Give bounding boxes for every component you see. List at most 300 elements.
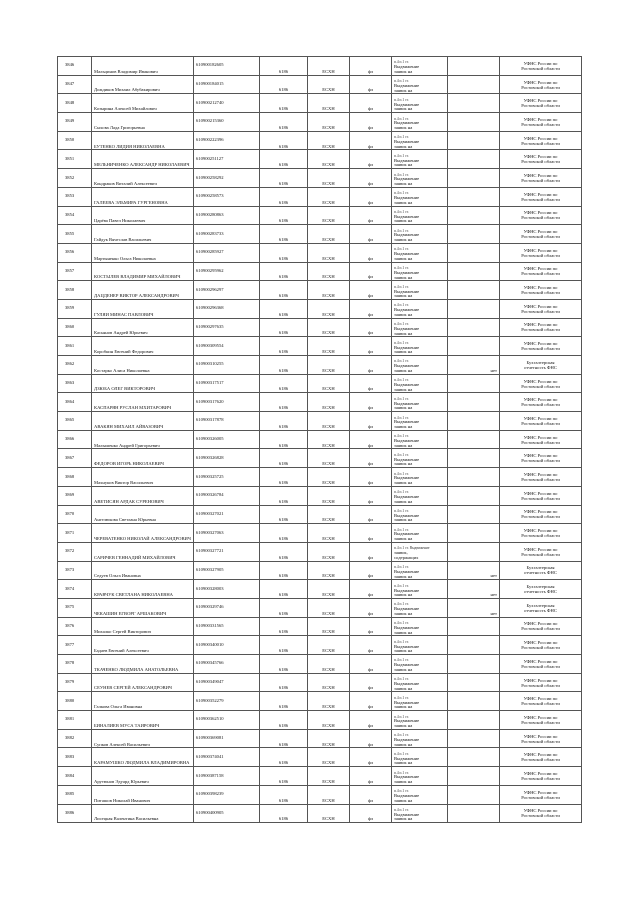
tax-regime-cell: ЕСХН: [308, 206, 350, 225]
source-organization-cell: Бухгалтерская отчетность ФНС: [500, 561, 582, 580]
tax-regime-cell: ЕСХН: [308, 187, 350, 206]
inn-cell: 610900297635: [194, 318, 260, 337]
source-organization-cell: УФНС России по Ростовской области: [500, 412, 582, 431]
code-cell: 6186: [260, 580, 308, 599]
row-number: 3859: [58, 299, 92, 318]
person-type-cell: фл: [350, 169, 392, 188]
code-cell: 6186: [260, 524, 308, 543]
inn-cell: 610900251127: [194, 150, 260, 169]
code-cell: 6186: [260, 598, 308, 617]
table-row: [58, 206, 582, 225]
table-row: [58, 580, 582, 599]
code-cell: 6186: [260, 356, 308, 375]
basis-cell: п.4 п.1 ст. Выдвижение заявок на: [392, 318, 448, 337]
taxpayer-name: МЕЛЬНИЧЕНКО АЛЕКСАНДР НИКОЛАЕВИЧ: [92, 150, 194, 169]
code-cell: 6186: [260, 206, 308, 225]
source-organization-cell: УФНС России по Ростовской области: [500, 785, 582, 804]
row-number: 3874: [58, 580, 92, 599]
person-type-cell: фл: [350, 617, 392, 636]
inn-cell: 610900345766: [194, 655, 260, 674]
taxpayer-name: Кондраков Виталий Алексеевич: [92, 169, 194, 188]
row-number: 3850: [58, 131, 92, 150]
person-type-cell: фл: [350, 804, 392, 823]
basis-cell: п.4 п.1 ст. Выдвижение заявок, содержащих: [392, 542, 448, 561]
row-number: 3886: [58, 804, 92, 823]
code-cell: 6186: [260, 374, 308, 393]
table-row: [58, 729, 582, 748]
flag-cell: нет: [448, 356, 500, 375]
inn-cell: 610900369081: [194, 729, 260, 748]
code-cell: 6186: [260, 804, 308, 823]
flag-cell: [448, 636, 500, 655]
basis-cell: п.4 п.1 ст. Выдвижение заявок на: [392, 57, 448, 76]
source-organization-cell: УФНС России по Ростовской области: [500, 75, 582, 94]
row-number: 3863: [58, 374, 92, 393]
row-number: 3856: [58, 243, 92, 262]
row-number: 3883: [58, 748, 92, 767]
code-cell: 6186: [260, 225, 308, 244]
flag-cell: нет: [448, 598, 500, 617]
taxpayer-name: Мартыненко Ольга Николаевна: [92, 243, 194, 262]
table-row: [58, 449, 582, 468]
person-type-cell: фл: [350, 468, 392, 487]
basis-cell: п.4 п.1 ст. Выдвижение заявок на: [392, 598, 448, 617]
tax-regime-cell: ЕСХН: [308, 655, 350, 674]
taxpayer-name: АВЕТИСЯН АРДАК СУРЕНОВИЧ: [92, 486, 194, 505]
flag-cell: [448, 785, 500, 804]
source-organization-cell: УФНС России по Ростовской области: [500, 374, 582, 393]
person-type-cell: фл: [350, 150, 392, 169]
row-number: 3857: [58, 262, 92, 281]
row-number: 3864: [58, 393, 92, 412]
inn-cell: 610900327021: [194, 505, 260, 524]
person-type-cell: фл: [350, 449, 392, 468]
person-type-cell: фл: [350, 486, 392, 505]
source-organization-cell: Бухгалтерская отчетность ФНС: [500, 598, 582, 617]
person-type-cell: фл: [350, 337, 392, 356]
table-row: [58, 636, 582, 655]
person-type-cell: фл: [350, 711, 392, 730]
basis-cell: п.4 п.1 ст. Выдвижение заявок на: [392, 187, 448, 206]
table-row: [58, 187, 582, 206]
row-number: 3884: [58, 767, 92, 786]
code-cell: 6186: [260, 131, 308, 150]
flag-cell: [448, 412, 500, 431]
table-row: [58, 617, 582, 636]
taxpayer-name: Царёва Павел Николаевич: [92, 206, 194, 225]
taxpayer-name: Гайдук Вячеслав Васильевич: [92, 225, 194, 244]
row-number: 3851: [58, 150, 92, 169]
person-type-cell: фл: [350, 243, 392, 262]
person-type-cell: фл: [350, 636, 392, 655]
source-organization-cell: УФНС России по Ростовской области: [500, 337, 582, 356]
code-cell: 6186: [260, 785, 308, 804]
tax-regime-cell: ЕСХН: [308, 486, 350, 505]
source-organization-cell: УФНС России по Ростовской области: [500, 430, 582, 449]
row-number: 3854: [58, 206, 92, 225]
inn-cell: 610900317878: [194, 412, 260, 431]
row-number: 3873: [58, 561, 92, 580]
row-number: 3847: [58, 75, 92, 94]
code-cell: 6186: [260, 393, 308, 412]
taxpayer-name: АВАКЯН МИХАИЛ АЙВАЗОВИЧ: [92, 412, 194, 431]
flag-cell: [448, 468, 500, 487]
table-row: [58, 804, 582, 823]
basis-cell: п.4 п.1 ст. Выдвижение заявок на: [392, 748, 448, 767]
source-organization-cell: УФНС России по Ростовской области: [500, 206, 582, 225]
tax-regime-cell: ЕСХН: [308, 225, 350, 244]
source-organization-cell: Бухгалтерская отчетность ФНС: [500, 356, 582, 375]
table-row: [58, 561, 582, 580]
code-cell: 6186: [260, 449, 308, 468]
table-row: [58, 655, 582, 674]
code-cell: 6186: [260, 318, 308, 337]
tax-regime-cell: ЕСХН: [308, 262, 350, 281]
source-organization-cell: УФНС России по Ростовской области: [500, 94, 582, 113]
row-number: 3866: [58, 430, 92, 449]
table-row: [58, 243, 582, 262]
basis-cell: п.4 п.1 ст. Выдвижение заявок на: [392, 243, 448, 262]
inn-cell: 610900331565: [194, 617, 260, 636]
inn-cell: 610900374041: [194, 748, 260, 767]
inn-cell: 610900400905: [194, 804, 260, 823]
inn-cell: 610900325725: [194, 468, 260, 487]
code-cell: 6186: [260, 617, 308, 636]
table-row: [58, 94, 582, 113]
code-cell: 6186: [260, 281, 308, 300]
person-type-cell: фл: [350, 748, 392, 767]
table-row: [58, 486, 582, 505]
row-number: 3882: [58, 729, 92, 748]
tax-regime-cell: ЕСХН: [308, 542, 350, 561]
inn-cell: 610900280863: [194, 206, 260, 225]
basis-cell: п.4 п.1 ст. Выдвижение заявок на: [392, 262, 448, 281]
tax-regime-cell: ЕСХН: [308, 580, 350, 599]
basis-cell: п.4 п.1 ст. Выдвижение заявок на: [392, 449, 448, 468]
code-cell: 6186: [260, 468, 308, 487]
person-type-cell: фл: [350, 187, 392, 206]
row-number: 3875: [58, 598, 92, 617]
inn-cell: 610900184015: [194, 75, 260, 94]
source-organization-cell: УФНС России по Ростовской области: [500, 281, 582, 300]
taxpayer-name: Питашов Николай Иванович: [92, 785, 194, 804]
basis-cell: п.4 п.1 ст. Выдвижение заявок на: [392, 617, 448, 636]
flag-cell: [448, 299, 500, 318]
code-cell: 6186: [260, 561, 308, 580]
row-number: 3860: [58, 318, 92, 337]
person-type-cell: фл: [350, 561, 392, 580]
basis-cell: п.4 п.1 ст. Выдвижение заявок на: [392, 393, 448, 412]
source-organization-cell: УФНС России по Ростовской области: [500, 524, 582, 543]
table-row: [58, 318, 582, 337]
basis-cell: п.4 п.1 ст. Выдвижение заявок на: [392, 711, 448, 730]
table-row: [58, 542, 582, 561]
row-number: 3872: [58, 542, 92, 561]
basis-cell: п.4 п.1 ст. Выдвижение заявок на: [392, 356, 448, 375]
taxpayer-name: Ангелюкова Светлана Юрьевна: [92, 505, 194, 524]
code-cell: 6186: [260, 430, 308, 449]
source-organization-cell: УФНС России по Ростовской области: [500, 542, 582, 561]
table-row: [58, 131, 582, 150]
tax-regime-cell: ЕСХН: [308, 505, 350, 524]
table-row: [58, 598, 582, 617]
basis-cell: п.4 п.1 ст. Выдвижение заявок на: [392, 299, 448, 318]
tax-regime-cell: ЕСХН: [308, 636, 350, 655]
person-type-cell: фл: [350, 131, 392, 150]
row-number: 3879: [58, 673, 92, 692]
tax-regime-cell: ЕСХН: [308, 356, 350, 375]
flag-cell: [448, 75, 500, 94]
tax-regime-cell: ЕСХН: [308, 318, 350, 337]
person-type-cell: фл: [350, 767, 392, 786]
taxpayer-name: Галкова Ольга Ивановна: [92, 692, 194, 711]
flag-cell: [448, 449, 500, 468]
source-organization-cell: УФНС России по Ростовской области: [500, 767, 582, 786]
flag-cell: [448, 225, 500, 244]
source-organization-cell: УФНС России по Ростовской области: [500, 225, 582, 244]
basis-cell: п.4 п.1 ст. Выдвижение заявок на: [392, 767, 448, 786]
table-row: [58, 412, 582, 431]
basis-cell: п.4 п.1 ст. Выдвижение заявок на: [392, 374, 448, 393]
row-number: 3861: [58, 337, 92, 356]
code-cell: 6186: [260, 673, 308, 692]
code-cell: 6186: [260, 542, 308, 561]
source-organization-cell: УФНС России по Ростовской области: [500, 393, 582, 412]
code-cell: 6186: [260, 169, 308, 188]
source-organization-cell: УФНС России по Ростовской области: [500, 486, 582, 505]
table-row: [58, 374, 582, 393]
taxpayer-name: КОСТЫЛЕВ ВЛАДИМИР МИХАЙЛОВИЧ: [92, 262, 194, 281]
inn-cell: 610900212740: [194, 94, 260, 113]
inn-cell: 610900340010: [194, 636, 260, 655]
person-type-cell: фл: [350, 262, 392, 281]
code-cell: 6186: [260, 75, 308, 94]
source-organization-cell: УФНС России по Ростовской области: [500, 505, 582, 524]
row-number: 3876: [58, 617, 92, 636]
basis-cell: п.4 п.1 ст. Выдвижение заявок на: [392, 75, 448, 94]
basis-cell: п.4 п.1 ст. Выдвижение заявок на: [392, 655, 448, 674]
table-row: [58, 150, 582, 169]
tax-regime-cell: ЕСХН: [308, 299, 350, 318]
taxpayer-name: Мальцинов Владимир Иванович: [92, 57, 194, 76]
person-type-cell: фл: [350, 57, 392, 76]
inn-cell: 610900387158: [194, 767, 260, 786]
basis-cell: п.4 п.1 ст. Выдвижение заявок на: [392, 785, 448, 804]
taxpayer-name: Костарко Алиса Николаевна: [92, 356, 194, 375]
basis-cell: п.4 п.1 ст. Выдвижение заявок на: [392, 486, 448, 505]
source-organization-cell: УФНС России по Ростовской области: [500, 655, 582, 674]
source-organization-cell: Бухгалтерская отчетность ФНС: [500, 580, 582, 599]
row-number: 3849: [58, 113, 92, 132]
taxpayer-name: Касьянов Андрей Юрьевич: [92, 318, 194, 337]
flag-cell: [448, 524, 500, 543]
basis-cell: п.4 п.1 ст. Выдвижение заявок на: [392, 206, 448, 225]
table-row: [58, 524, 582, 543]
table-row: [58, 692, 582, 711]
basis-cell: п.4 п.1 ст. Выдвижение заявок на: [392, 225, 448, 244]
source-organization-cell: УФНС России по Ростовской области: [500, 449, 582, 468]
person-type-cell: фл: [350, 225, 392, 244]
tax-regime-cell: ЕСХН: [308, 94, 350, 113]
inn-cell: 610900258292: [194, 169, 260, 188]
inn-cell: 610900296368: [194, 299, 260, 318]
table-row: [58, 673, 582, 692]
row-number: 3867: [58, 449, 92, 468]
basis-cell: п.4 п.1 ст. Выдвижение заявок на: [392, 169, 448, 188]
source-organization-cell: УФНС России по Ростовской области: [500, 169, 582, 188]
flag-cell: [448, 729, 500, 748]
flag-cell: [448, 281, 500, 300]
inn-cell: 610900329746: [194, 598, 260, 617]
taxpayer-name: БИНАЛИЕВ МУСА ТАИРОВИЧ: [92, 711, 194, 730]
person-type-cell: фл: [350, 318, 392, 337]
flag-cell: [448, 617, 500, 636]
source-organization-cell: УФНС России по Ростовской области: [500, 673, 582, 692]
inn-cell: 610900327063: [194, 524, 260, 543]
person-type-cell: фл: [350, 673, 392, 692]
inn-cell: 610900317517: [194, 374, 260, 393]
person-type-cell: фл: [350, 729, 392, 748]
tax-regime-cell: ЕСХН: [308, 729, 350, 748]
row-number: 3868: [58, 468, 92, 487]
flag-cell: [448, 169, 500, 188]
person-type-cell: фл: [350, 580, 392, 599]
row-number: 3862: [58, 356, 92, 375]
inn-cell: 610900283733: [194, 225, 260, 244]
source-organization-cell: УФНС России по Ростовской области: [500, 150, 582, 169]
person-type-cell: фл: [350, 655, 392, 674]
code-cell: 6186: [260, 187, 308, 206]
code-cell: 6186: [260, 711, 308, 730]
source-organization-cell: УФНС России по Ростовской области: [500, 57, 582, 76]
flag-cell: нет: [448, 561, 500, 580]
inn-cell: 610900328003: [194, 580, 260, 599]
basis-cell: п.4 п.1 ст. Выдвижение заявок на: [392, 804, 448, 823]
flag-cell: [448, 655, 500, 674]
row-number: 3853: [58, 187, 92, 206]
inn-cell: 610900352279: [194, 692, 260, 711]
taxpayer-name: Малышенко Андрей Григорьевич: [92, 430, 194, 449]
person-type-cell: фл: [350, 505, 392, 524]
tax-regime-cell: ЕСХН: [308, 785, 350, 804]
code-cell: 6186: [260, 262, 308, 281]
inn-cell: 610900296297: [194, 281, 260, 300]
flag-cell: [448, 767, 500, 786]
code-cell: 6186: [260, 94, 308, 113]
row-number: 3869: [58, 486, 92, 505]
tax-regime-cell: ЕСХН: [308, 673, 350, 692]
row-number: 3848: [58, 94, 92, 113]
code-cell: 6186: [260, 505, 308, 524]
source-organization-cell: УФНС России по Ростовской области: [500, 804, 582, 823]
taxpayer-name: БУТЕНКО ЛИДИЯ НИКОЛАЕВНА: [92, 131, 194, 150]
code-cell: 6186: [260, 113, 308, 132]
inn-cell: 610900258573: [194, 187, 260, 206]
basis-cell: п.4 п.1 ст. Выдвижение заявок на: [392, 729, 448, 748]
person-type-cell: фл: [350, 75, 392, 94]
code-cell: 6186: [260, 636, 308, 655]
flag-cell: [448, 113, 500, 132]
basis-cell: п.4 п.1 ст. Выдвижение заявок на: [392, 113, 448, 132]
tax-regime-cell: ЕСХН: [308, 449, 350, 468]
person-type-cell: фл: [350, 542, 392, 561]
basis-cell: п.4 п.1 ст. Выдвижение заявок на: [392, 430, 448, 449]
source-organization-cell: УФНС России по Ростовской области: [500, 262, 582, 281]
code-cell: 6186: [260, 299, 308, 318]
flag-cell: [448, 150, 500, 169]
taxpayer-name: Лисецкая Валентина Васильевна: [92, 804, 194, 823]
taxpayer-name: КРАВЧУК СВЕТЛАНА НИКОЛАЕВНА: [92, 580, 194, 599]
person-type-cell: фл: [350, 412, 392, 431]
row-number: 3881: [58, 711, 92, 730]
flag-cell: [448, 337, 500, 356]
basis-cell: п.4 п.1 ст. Выдвижение заявок на: [392, 94, 448, 113]
table-row: [58, 113, 582, 132]
inn-cell: 610900362510: [194, 711, 260, 730]
person-type-cell: фл: [350, 524, 392, 543]
tax-regime-cell: ЕСХН: [308, 430, 350, 449]
flag-cell: [448, 804, 500, 823]
row-number: 3870: [58, 505, 92, 524]
code-cell: 6186: [260, 337, 308, 356]
taxpayer-name: ДЗЮБА ОЛЕГ ВИКТОРОВИЧ: [92, 374, 194, 393]
row-number: 3846: [58, 57, 92, 76]
person-type-cell: фл: [350, 281, 392, 300]
inn-cell: 610900349047: [194, 673, 260, 692]
inn-cell: 610900215360: [194, 113, 260, 132]
tax-regime-cell: ЕСХН: [308, 169, 350, 188]
table-row: [58, 225, 582, 244]
source-organization-cell: УФНС России по Ростовской области: [500, 468, 582, 487]
row-number: 3877: [58, 636, 92, 655]
basis-cell: п.4 п.1 ст. Выдвижение заявок на: [392, 692, 448, 711]
taxpayer-name: Махнуков Виктор Васильевич: [92, 468, 194, 487]
flag-cell: [448, 206, 500, 225]
records-table: [57, 56, 582, 823]
inn-cell: 610900327721: [194, 542, 260, 561]
row-number: 3855: [58, 225, 92, 244]
tax-regime-cell: ЕСХН: [308, 113, 350, 132]
tax-regime-cell: ЕСХН: [308, 150, 350, 169]
code-cell: 6186: [260, 748, 308, 767]
row-number: 3852: [58, 169, 92, 188]
inn-cell: 610900327905: [194, 561, 260, 580]
code-cell: 6186: [260, 243, 308, 262]
table-row: [58, 281, 582, 300]
tax-regime-cell: ЕСХН: [308, 767, 350, 786]
flag-cell: [448, 131, 500, 150]
taxpayer-name: КАРАМУШКО ЛЮДМИЛА ВЛАДИМИРОВНА: [92, 748, 194, 767]
tax-regime-cell: ЕСХН: [308, 281, 350, 300]
flag-cell: [448, 692, 500, 711]
table-row: [58, 337, 582, 356]
inn-cell: 610900398239: [194, 785, 260, 804]
inn-cell: 610900326828: [194, 449, 260, 468]
inn-cell: 610900326005: [194, 430, 260, 449]
basis-cell: п.4 п.1 ст. Выдвижение заявок на: [392, 561, 448, 580]
source-organization-cell: УФНС России по Ростовской области: [500, 131, 582, 150]
taxpayer-name: СЕУНЕВ СЕРГЕЙ АЛЕКСАНДРОВИЧ: [92, 673, 194, 692]
table-row: [58, 711, 582, 730]
inn-cell: 610900182605: [194, 57, 260, 76]
basis-cell: п.4 п.1 ст. Выдвижение заявок на: [392, 636, 448, 655]
source-organization-cell: УФНС России по Ростовской области: [500, 636, 582, 655]
row-number: 3878: [58, 655, 92, 674]
code-cell: 6186: [260, 57, 308, 76]
person-type-cell: фл: [350, 430, 392, 449]
row-number: 3885: [58, 785, 92, 804]
basis-cell: п.4 п.1 ст. Выдвижение заявок на: [392, 580, 448, 599]
